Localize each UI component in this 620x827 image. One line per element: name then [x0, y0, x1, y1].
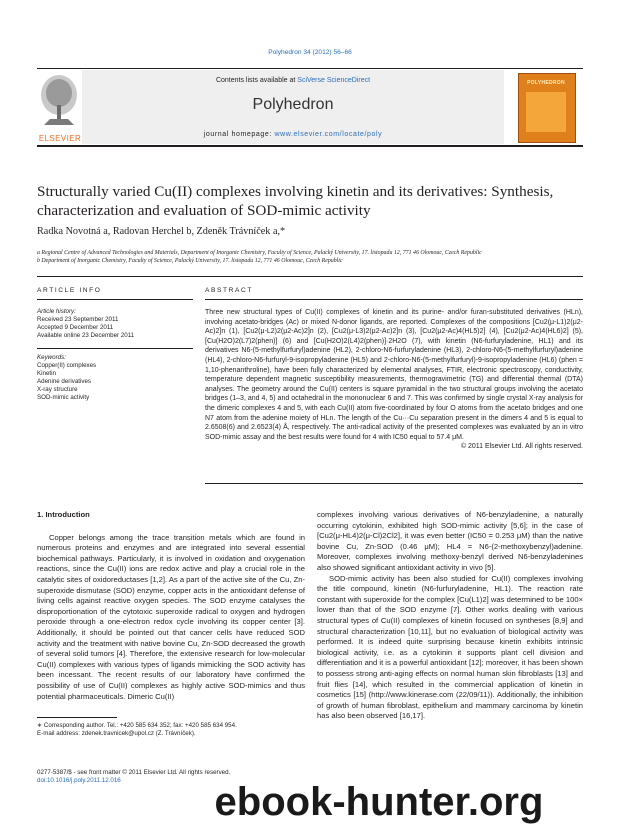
- contents-line: [82, 77, 504, 84]
- section-rule: [37, 276, 583, 277]
- affiliation-b: b Department of Inorganic Chemistry, Faculty of Science, Palacký University, 17. listopadu 12, 771 46 Olomouc, Czech Republic: [37, 258, 343, 264]
- article-authors: Radka Novotná a, Radovan Herchel b, Zdeněk Trávníček a,*: [37, 226, 286, 237]
- abstract-rule: [205, 299, 583, 300]
- keywords-rule: [37, 348, 193, 349]
- footnote: [37, 722, 307, 738]
- abstract-bottom-rule: [205, 483, 583, 484]
- abstract-text: Three new structural types of Cu(II) complexes of kinetin and its purine- and/or furan-substituted derivatives (HLn), involving acetato-bridges (Ac) or mixed N-donor ligands, are reported. Complexes of the compositions [Cu2(μ-L1)2(μ2-Ac)2]n (1), [Cu2(μ-L2)2(μ2-Ac)2]n (2), [Cu2(μ-L3)2(μ2-Ac)2]n (3), [Cu2(μ2-Ac)4(HL5)2] (4), [Cu2(μ2-Ac)4(HL6)2] (5), [Cu(H2O)2(L7)2(phen)] (6) and [Cu(H2O)2(L4)2(phen)]·2H2O (7), with kinetin (N6-furfuryladenine, HL1) and its derivatives N6-(5-methylfurfuryl)adenine (HL2), 2-chloro-N6-furfuryladenine (HL3), 2-chloro-N6-(5-methylfurfuryl)adenine (HL4), 2-chloro-N6-furfuryl-9-isopropyladenine (HL5) and 2-chloro-N6-(5-methylfurfuryl)-9-isopropyladenine (HL6) (phen = 1,10-phenanthroline), have been fully characterized by elemental analyses, FTIR, electronic spectroscopy, conductivity, temperature dependent magnetic susceptibility measurements, thermogravimetric (TG) and differential thermal (DTA) analyses. The geometry around the Cu(II) centers is square pyramidal in the two structural groups involving the acetato bridges (1–3, and 4, 5) and octahedral in the mononuclear 6 and 7. This was confirmed by single crystal X-ray analysis for the dimeric complexes 4 and 5, with each Cu(II) atom five-coordinated by four O atoms from the acetato bridges and one N7 atom from the adenine moiety of HLn. The length of the Cu···Cu separation present in the dimers 4 and 5 is equal to 2.6508(6) and 2.6523(4) Å, respectively. The anti-radical activity of the presented complexes was evaluated by an in vitro SOD-mimic assay and the best results were found for 4 with IC50 equal to 57.4 μM.: [205, 309, 583, 441]
- received-date: Received 23 September 2011: [37, 316, 119, 323]
- intro-paragraph-3: SOD-mimic activity has been also studied for Cu(II) complexes involving the title compound, kinetin (N6-furfuryladenine, HL1). The reaction rate constant with superoxide for the complex [Cu(L1)2] was determined to be 100× lower than that of the SOD enzyme [7]. Other works dealing with various structural types of Cu(II) complexes of kinetin focused on syntheses [8,9] and structural characterization [10,11], but no evaluation of biological activity was performed. It is indeed quite surprising because kinetin exhibits intrinsic biological activity, i.e. as a cytokinin it supports plant cell division and differentiation and it is a powerful antioxidant [12]; moreover, it has been shown to possess strong anti-aging effects on normal human skin fibroblasts [13] and fruit flies [14], which resulted in the commercial application of kinetin in cosmetics [15] (http://www.kinerase.com (22/09/11)). Additionally, the inhibition of growth of human fibroblast, epithelium and mammary carcinoma by kinetin has also been observed [16,17].: [317, 573, 583, 721]
- article-info-rule: [37, 299, 193, 300]
- journal-citation[interactable]: Polyhedron 34 (2012) 56–66: [268, 49, 352, 56]
- right-column: [317, 510, 583, 722]
- contents-prefix: Contents lists available at: [215, 77, 298, 84]
- issn-line: 0277-5387/$ - see front matter © 2011 Elsevier Ltd. All rights reserved.: [37, 769, 231, 776]
- intro-paragraph-1: Copper belongs among the trace transition metals which are found in numerous proteins and enzymes and are integrated into several essential biochemical pathways. Particularly, it is involved in oxidation and oxygenation reactions, since the Cu(II) ions are redox active and play a crucial role in the catalytic sites of oxidoreductases [1,2]. As a part of the active site of the Cu, Zn-superoxide dismutase (SOD) enzyme, copper acts in the antioxidant defense of living cells against reactive oxygen species. The SOD enzyme catalyses the disproportionation of the cytotoxic superoxide radical to oxygen and hydrogen peroxide through a one-electron redox cycle involving its copper center [3]. Additionally, it should be pointed out that cancer cells have reduced SOD activity and the treatment with native bovine Cu, Zn-SOD decreased the growth of several solid tumors [4]. Therefore, the extensive research for low-molecular Cu(II) complexes with various types of ligands mimicking the SOD activity has been incessant. The recent results of our laboratory have confirmed the possibility of use of Cu(II) complexes as highly active SOD-mimics and thus potential pharmaceuticals. Dimeric Cu(II): [37, 532, 305, 701]
- intro-paragraph-2: complexes involving various derivatives of N6-benzyladenine, a naturally occurring cytokinin, exhibited high SOD-mimic activity [5,6]; in the case of [Cu2(μ-HL4)2(μ-Cl)2Cl2], it was even better (IC50 = 0.253 μM) than the native bovine Cu, Zn-SOD (0.46 μM); HL4 = N6-(2-methoxybenzyl)adenine. Moreover, complexes involving methoxy-benzyl derived N6-benzyladenines also showed significant antioxidant activity in vivo [5].: [317, 510, 583, 572]
- keyword-item: Copper(II) complexes: [37, 362, 97, 369]
- homepage-prefix: journal homepage:: [203, 131, 275, 138]
- cover-title: POLYHEDRON: [527, 80, 565, 86]
- accepted-date: Accepted 9 December 2011: [37, 324, 114, 331]
- copyright-line: © 2011 Elsevier Ltd. All rights reserved.: [460, 443, 583, 451]
- article-info-heading: ARTICLE INFO: [37, 287, 102, 294]
- left-column: [37, 510, 305, 702]
- keywords-label: Keywords:: [37, 354, 66, 361]
- keyword-item: Kinetin: [37, 370, 56, 377]
- footnote-rule: [37, 717, 117, 718]
- keyword-item: Adenine derivatives: [37, 378, 92, 385]
- header-bottom-rule: [37, 145, 583, 147]
- keyword-item: SOD-mimic activity: [37, 394, 90, 401]
- history-label: Article history:: [37, 308, 76, 315]
- article-history: [37, 308, 193, 340]
- keyword-item: X-ray structure: [37, 386, 78, 393]
- abstract-heading: ABSTRACT: [205, 287, 253, 294]
- keywords-block: [37, 354, 193, 402]
- doi-link[interactable]: doi:10.1016/j.poly.2011.12.016: [37, 777, 121, 785]
- affiliation-a: a Regional Centre of Advanced Technologies and Materials, Department of Inorganic Chemistry, Faculty of Science, Palacký University, 17. listopadu 12, 771 46 Olomouc, Czech Republic: [37, 250, 482, 256]
- watermark-text: ebook-hunter.org: [214, 780, 544, 824]
- section-heading: 1. Introduction: [37, 510, 90, 519]
- email-address[interactable]: E-mail address: zdenek.travnicek@upol.cz (Z. Trávníček).: [37, 730, 196, 738]
- journal-cover-artwork: [526, 92, 566, 132]
- affiliations: [37, 249, 597, 265]
- corresponding-author: ∗ Corresponding author. Tel.: +420 585 634 352; fax: +420 585 634 954.: [37, 722, 237, 729]
- online-date: Available online 23 December 2011: [37, 332, 135, 339]
- abstract-body: [205, 308, 583, 452]
- elsevier-tree-logo: [38, 71, 80, 137]
- elsevier-wordmark: ELSEVIER: [38, 134, 82, 143]
- header-top-rule: [37, 68, 583, 69]
- homepage-link[interactable]: www.elsevier.com/locate/poly: [274, 131, 383, 138]
- journal-homepage-line: [82, 131, 504, 138]
- sciencedirect-link[interactable]: SciVerse ScienceDirect: [297, 77, 371, 84]
- journal-name: Polyhedron: [252, 96, 334, 113]
- article-title: Structurally varied Cu(II) complexes involving kinetin and its derivatives: Synthesis, characterization and evaluation of SOD-mimic activity: [37, 183, 554, 219]
